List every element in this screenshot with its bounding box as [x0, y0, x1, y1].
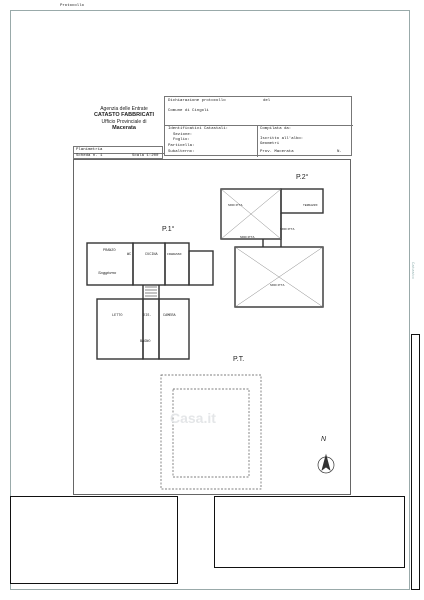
watermark: Casa.it [170, 410, 216, 426]
plan-p1-stairs [145, 287, 157, 296]
n-label: N. [337, 150, 342, 154]
compilata-label: Compilata da: [260, 127, 292, 131]
scheda-label: Scheda n. 1 [76, 154, 103, 158]
floor-label-p1: P.1° [162, 226, 175, 233]
room-cucina: CUCINA [145, 253, 158, 257]
floor-label-pt: P.T. [233, 356, 245, 363]
agency-name: Agenzia delle Entrate [100, 106, 148, 112]
north-label: N [321, 436, 327, 443]
room-pranzo: PRANZO [103, 249, 116, 253]
prov-label: Prov. Macerata [260, 150, 294, 154]
declaration-label: Dichiarazione protocollo [168, 99, 226, 103]
bottom-left-box [10, 496, 178, 584]
room-soffitta-2: SOFFITTA [280, 228, 295, 231]
scala-label: Scala 1:200 [132, 154, 159, 158]
top-stamp: Protocollo [60, 4, 85, 8]
sezione-label: Sezione: [173, 133, 193, 137]
planimetria-title: Planimetria [76, 148, 103, 152]
iscritto-label: Iscritto all'albo: [260, 137, 304, 141]
floor-label-p2: P.2° [296, 174, 309, 181]
room-terrazzo: TERRAZZO [303, 204, 318, 207]
room-wc: WC [127, 253, 132, 257]
right-edge-box [411, 334, 420, 590]
north-arrow [318, 455, 334, 473]
bottom-right-box [214, 496, 405, 568]
agency-block [78, 106, 170, 132]
comune-label: Comune di Cingoli [168, 109, 209, 113]
room-soffitta-4: SOFFITTA [240, 236, 255, 239]
planimetria-block [73, 146, 163, 159]
side-stamp: Catasto [410, 262, 414, 279]
room-camera: CAMERA [163, 314, 176, 318]
del-label: del [263, 99, 271, 103]
particella-label: Particella: [168, 144, 195, 148]
room-ingresso: INGRESSO [167, 253, 182, 256]
plan-pt [161, 375, 261, 489]
foglio-label: Foglio: [173, 138, 190, 142]
agency-catasto: CATASTO FABBRICATI [93, 112, 155, 118]
room-soggiorno: Soggiorno [98, 270, 117, 275]
geometri-label: Geometri [260, 142, 280, 146]
room-soffitta-3: SOFFITTA [270, 284, 285, 287]
room-letto: LETTO [112, 314, 123, 318]
room-bagno: BAGNO [140, 340, 151, 344]
header-form [164, 96, 352, 156]
subalterno-label: Subalterno: [168, 150, 195, 154]
agency-office: Ufficio Provinciale di [101, 119, 147, 125]
floor-plans-drawing [73, 159, 351, 495]
agency-city: Macerata [112, 125, 136, 131]
room-soffitta-1: SOFFITTA [228, 204, 243, 207]
identificativi-label: Identificativi Catastali: [168, 127, 229, 131]
room-dis: DIS. [143, 314, 152, 318]
